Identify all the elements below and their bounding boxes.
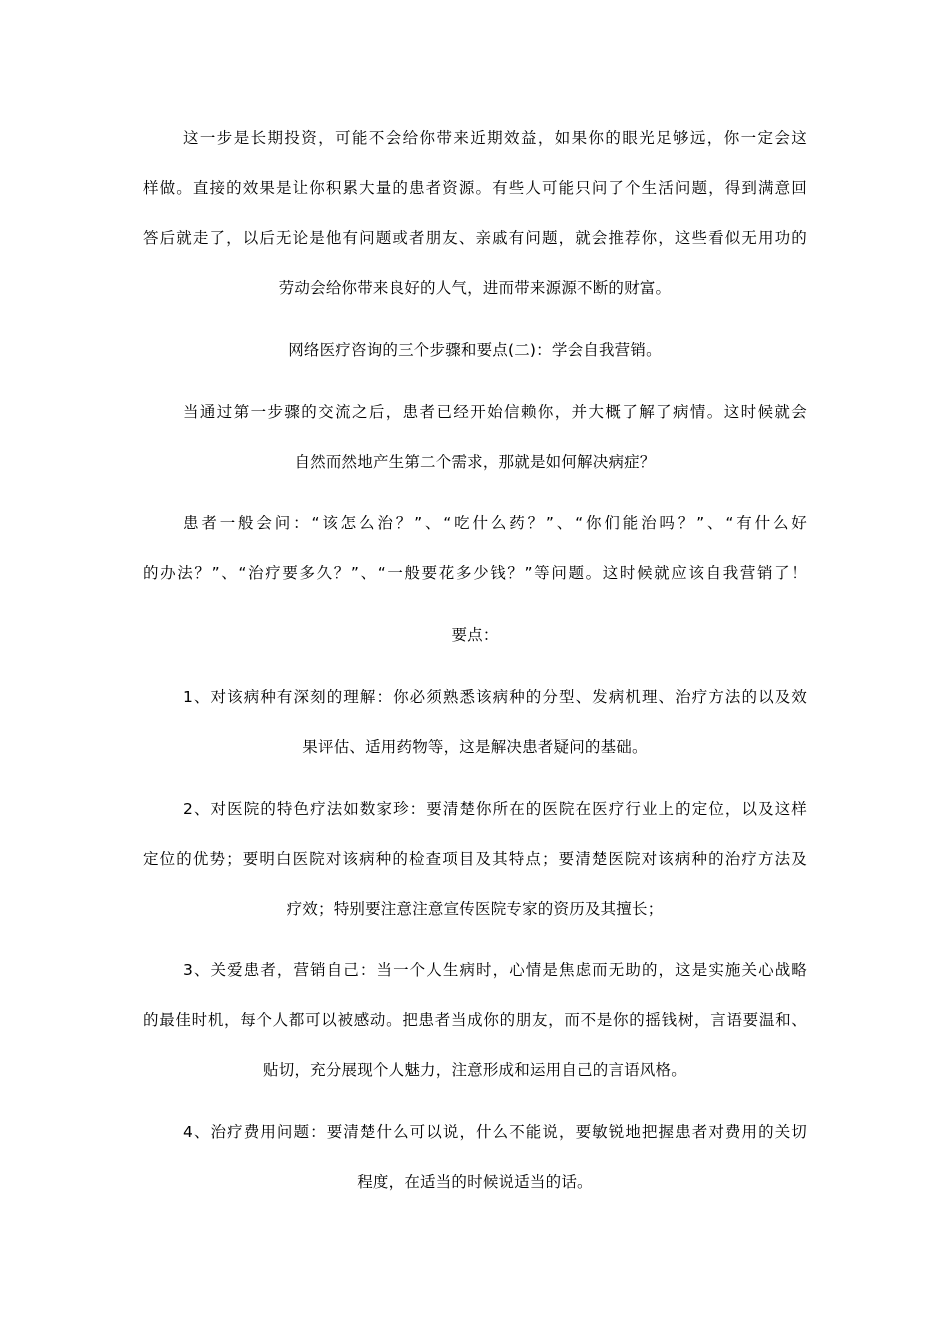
paragraph-1-line-4: 劳动会给你带来良好的人气，进而带来源源不断的财富。	[278, 279, 672, 297]
point-3-line-1: 3、关爱患者，营销自己：当一个人生病时，心情是焦虑而无助的，这是实施关心战略	[183, 961, 807, 979]
paragraph-3-line-1: 患者一般会问：“该怎么治？”、“吃什么药？”、“你们能治吗？”、“有什么好	[183, 514, 807, 532]
paragraph-1-line-1: 这一步是长期投资，可能不会给你带来近期效益，如果你的眼光足够远，你一定会这	[183, 129, 807, 147]
point-2-line-1: 2、对医院的特色疗法如数家珍：要清楚你所在的医院在医疗行业上的定位，以及这样	[183, 800, 807, 818]
point-2-line-2: 定位的优势；要明白医院对该病种的检查项目及其特点；要清楚医院对该病种的治疗方法及	[143, 850, 807, 868]
section-heading: 网络医疗咨询的三个步骤和要点(二)：学会自我营销。	[288, 341, 662, 359]
paragraph-3-line-2: 的办法？”、“治疗要多久？”、“一般要花多少钱？”等问题。这时候就应该自我营销了！	[143, 564, 807, 582]
paragraph-1-line-2: 样做。直接的效果是让你积累大量的患者资源。有些人可能只问了个生活问题，得到满意回	[143, 179, 807, 197]
point-3-line-3: 贴切，充分展现个人魅力，注意形成和运用自己的言语风格。	[263, 1061, 687, 1079]
key-points-heading: 要点：	[451, 626, 499, 644]
point-2-line-3: 疗效；特别要注意注意宣传医院专家的资历及其擅长；	[286, 900, 664, 918]
point-1-line-1: 1、对该病种有深刻的理解：你必须熟悉该病种的分型、发病机理、治疗方法的以及效	[183, 688, 807, 706]
point-4-line-1: 4、治疗费用问题：要清楚什么可以说，什么不能说，要敏锐地把握患者对费用的关切	[183, 1123, 807, 1141]
paragraph-2-line-1: 当通过第一步骤的交流之后，患者已经开始信赖你，并大概了解了病情。这时候就会	[183, 403, 807, 421]
paragraph-2-line-2: 自然而然地产生第二个需求，那就是如何解决病症？	[294, 453, 656, 471]
paragraph-1-line-3: 答后就走了，以后无论是他有问题或者朋友、亲戚有问题，就会推荐你，这些看似无用功的	[143, 229, 807, 247]
point-3-line-2: 的最佳时机，每个人都可以被感动。把患者当成你的朋友，而不是你的摇钱树，言语要温和、	[143, 1011, 807, 1029]
point-4-line-2: 程度，在适当的时候说适当的话。	[357, 1173, 593, 1191]
point-1-line-2: 果评估、适用药物等，这是解决患者疑问的基础。	[302, 738, 648, 756]
